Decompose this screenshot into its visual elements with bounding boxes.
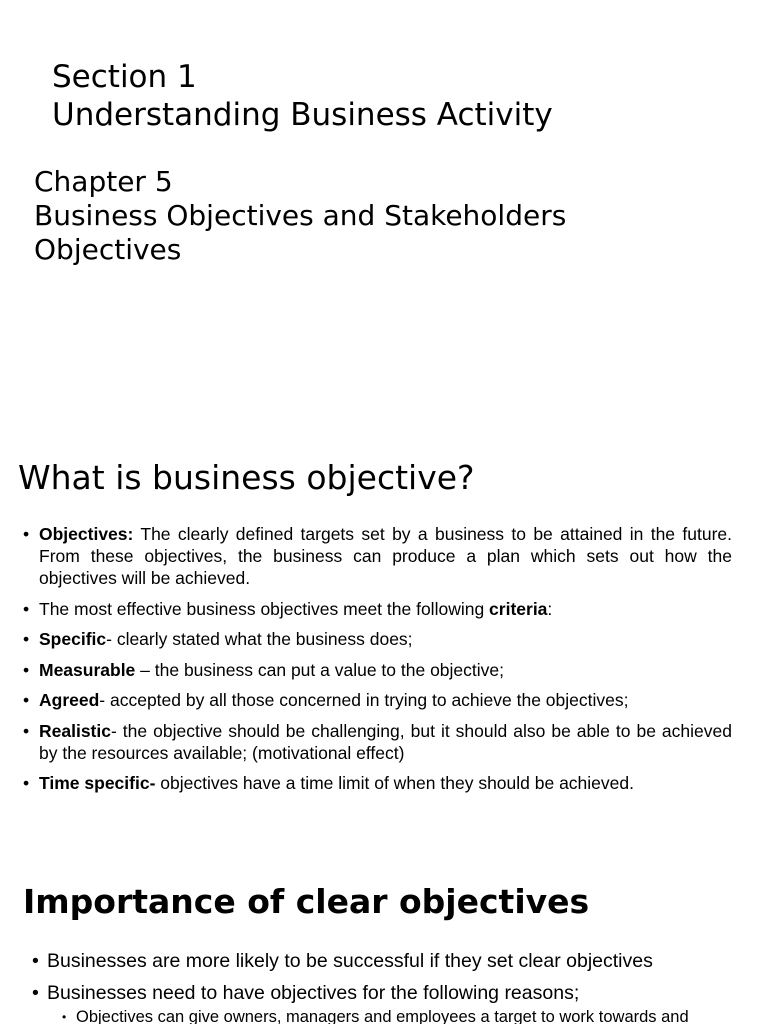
importance-heading: Importance of clear objectives [23,882,590,921]
list-item: • Realistic- the objective should be challenging, but it should also be able to be achieved by the resources available; (motivational effect) [22,720,732,764]
title-slide [0,0,768,410]
importance-slide [0,865,768,1024]
importance-list [32,949,752,1024]
section-title [52,58,553,134]
section-name: Understanding Business Activity [52,97,553,133]
list-item: • Specific- clearly stated what the business does; [22,628,732,650]
objectives-heading: What is business objective? [18,458,475,497]
section-number: Section 1 [52,59,197,95]
importance-sublist [47,1007,752,1024]
list-item: • Businesses are more likely to be successful if they set clear objectives [32,949,752,973]
chapter-name-line1: Business Objectives and Stakeholders [34,199,567,232]
list-item: • Objectives: The clearly defined targets set by a business to be attained in the future. From these objectives, the business can produce a plan which sets out how the objectives will be achieved. [22,523,732,589]
objectives-slide [0,430,768,830]
chapter-number: Chapter 5 [34,165,173,198]
list-item: • Agreed- accepted by all those concerned in trying to achieve the objectives; [22,689,732,711]
list-item: • Businesses need to have objectives for the following reasons; • Objectives can give owners, managers and employees a target to work towards and [32,981,752,1024]
list-item: • Objectives can give owners, managers and employees a target to work towards and [47,1007,752,1024]
chapter-name-line2: Objectives [34,233,182,266]
list-item: • Measurable – the business can put a value to the objective; [22,659,732,681]
objectives-list [22,523,732,803]
chapter-title [34,165,566,267]
list-item: • The most effective business objectives meet the following criteria: [22,598,732,620]
list-item: • Time specific- objectives have a time limit of when they should be achieved. [22,772,732,794]
